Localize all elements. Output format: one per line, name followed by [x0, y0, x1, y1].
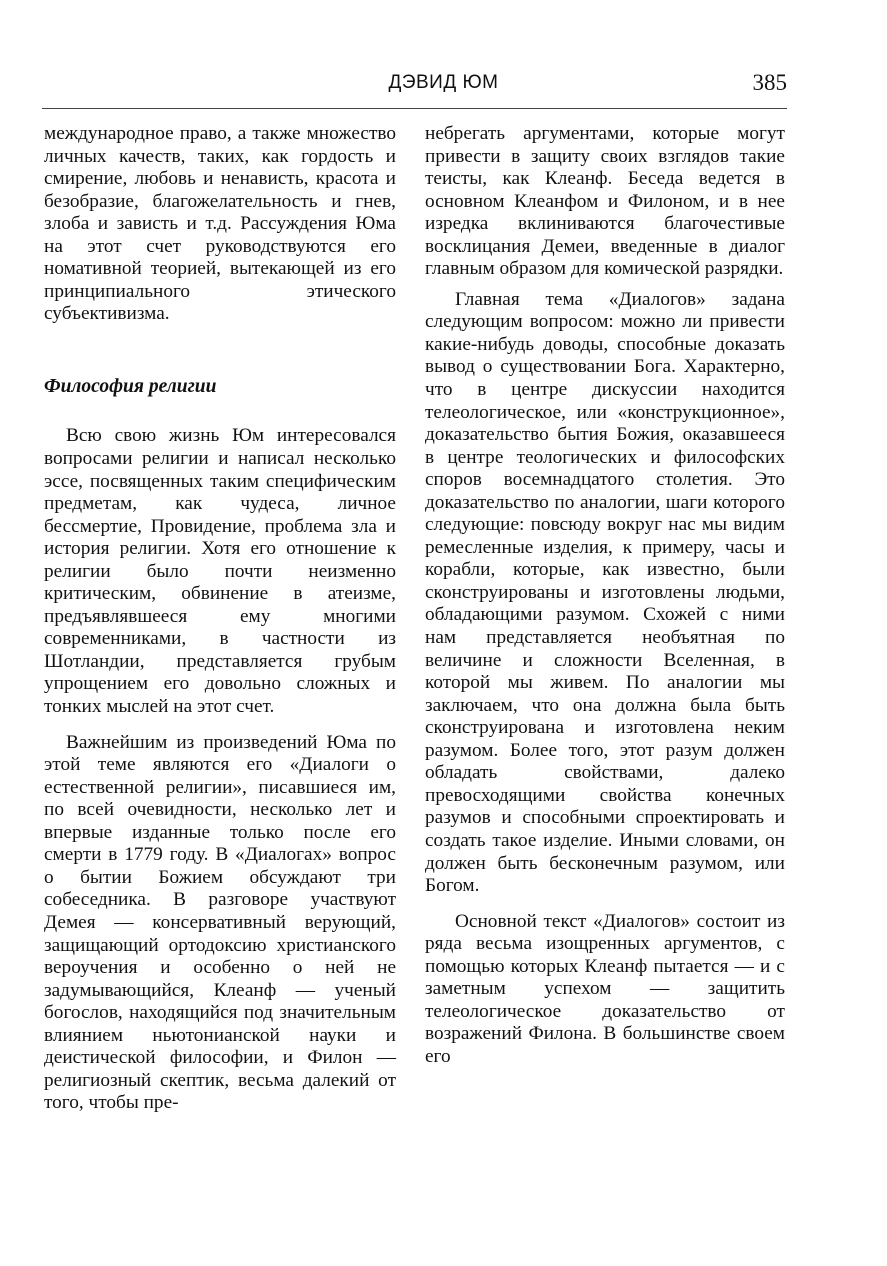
section-heading: Философия религии: [44, 375, 217, 397]
header-rule: [42, 108, 787, 109]
left-paragraph-1: международное право, а также множество личных качеств, таких, как гордость и смирение, любовь и ненависть, красота и безобразие, благожелательность и гнев, злоба и зависть и т.д. Рассуждения Юма на этот счет руководствуются его номативной теорией, вытекающей из его принципиального этического субъективизма.: [44, 123, 396, 325]
right-column: [425, 123, 785, 1068]
right-paragraph-3: Основной текст «Диалогов» состоит из ряда весьма изощренных аргументов, с помощью которых Клеанф пытается — и с заметным успехом — защитить телеологическое доказательство от возражений Филона. В большинстве своем его: [425, 910, 785, 1067]
left-paragraph-2: Всю свою жизнь Юм интересовался вопросами религии и написал несколько эссе, посвященных таким специфическим предметам, как чудеса, личное бессмертие, Провидение, проблема зла и история религии. Хотя его отношение к религии было почти неизменно критическим, обвинение в атеизме, предъявлявшееся ему многими современниками, в частности из Шотландии, представляется грубым упрощением его довольно сложных и тонких мыслей на этот счет.: [44, 425, 396, 718]
page-number: 385: [752, 70, 787, 95]
left-column: [44, 123, 396, 1115]
right-paragraph-1: небрегать аргументами, которые могут привести в защиту своих взглядов такие теисты, как Клеанф. Беседа ведется в основном Клеанфом и Филоном, и в нее изредка вклиниваются благочестивые восклицания Демеи, введенные в диалог главным образом для комической разрядки.: [425, 123, 785, 280]
right-paragraph-2: Главная тема «Диалогов» задана следующим вопросом: можно ли привести какие-нибудь доводы, способные доказать вывод о существовании Бога. Характерно, что в центре дискуссии находится телеологическое, или «конструкционное», доказательство бытия Божия, оказавшееся в центре теологических и философских споров восемнадцатого столетия. Это доказательство по аналогии, шаги которого следующие: повсюду вокруг нас мы видим ремесленные изделия, к примеру, часы и корабли, которые, как известно, были сконструированы и изготовлены людьми, обладающими разумом. Схожей с ними нам представляется необъятная по величине и сложности Вселенная, в которой мы живем. По аналогии мы заключаем, что она должна была быть сконструирована и изготовлена неким разумом. Более того, этот разум должен обладать свойствами, далеко превосходящими свойства конечных разумов и способными спроектировать и создать такое изделие. Иными словами, он должен быть бесконечным разумом, или Богом.: [425, 288, 785, 897]
left-paragraph-3: Важнейшим из произведений Юма по этой теме являются его «Диалоги о естественной религии», писавшиеся им, по всей очевидности, несколько лет и впервые изданные только после его смерти в 1779 году. В «Диалогах» вопрос о бытии Божием обсуждают три собеседника. В разговоре участвуют Демея — консервативный верующий, защищающий ортодоксию христианского вероучения и особенно о ней не задумывающийся, Клеанф — ученый богослов, находящийся под значительным влиянием ньютонианской науки и деистической философии, и Филон — религиозный скептик, весьма далекий от того, чтобы пре-: [44, 731, 396, 1114]
running-header-title: ДЭВИД ЮМ: [388, 72, 499, 93]
